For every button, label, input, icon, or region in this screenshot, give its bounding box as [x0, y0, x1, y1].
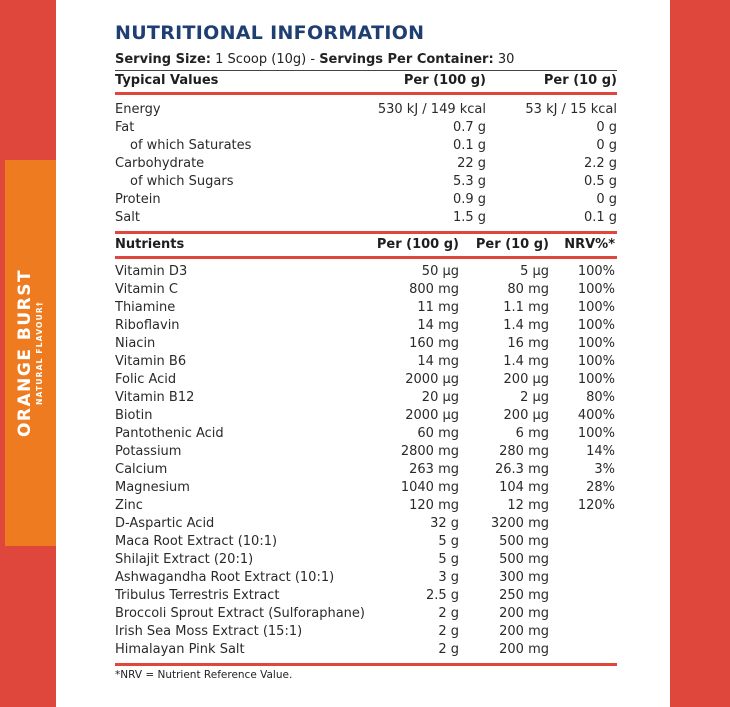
value-per-100g: 2 g [438, 624, 459, 639]
nrv-percent: 100% [577, 354, 615, 369]
nutrient-name: Himalayan Pink Salt [115, 642, 245, 657]
nutrient-name: Vitamin B12 [115, 390, 195, 405]
value-per-10g: 300 mg [499, 570, 549, 585]
nutrient-name: Shilajit Extract (20:1) [115, 552, 254, 567]
divider [115, 70, 617, 71]
value-per-100g: 5 g [438, 552, 459, 567]
value-per-100g: 800 mg [409, 282, 459, 297]
table-row [115, 497, 617, 515]
servings-value: 30 [497, 52, 515, 67]
value-per-10g: 12 mg [507, 498, 549, 513]
table-row [115, 623, 617, 641]
value-per-10g: 104 mg [499, 480, 549, 495]
value-per-100g: 2 g [438, 606, 459, 621]
divider-thick [115, 663, 617, 666]
value-per-10g: 2 µg [520, 390, 549, 405]
table-row [115, 101, 617, 119]
nutrient-name: D-Aspartic Acid [115, 516, 215, 531]
nrv-percent: 28% [586, 480, 615, 495]
table-row [115, 191, 617, 209]
value-per-100g: 5.3 g [452, 174, 486, 189]
divider-thick [115, 256, 617, 259]
value-per-100g: 0.1 g [452, 138, 486, 153]
nutrient-name: Biotin [115, 408, 153, 423]
value-per-100g: 2.5 g [425, 588, 459, 603]
nutrient-name: Vitamin D3 [115, 264, 188, 279]
value-per-100g: 160 mg [409, 336, 459, 351]
serving-size-label: Serving Size: [115, 52, 212, 67]
value-per-10g: 5 µg [520, 264, 549, 279]
table-row [115, 263, 617, 281]
value-per-10g: 2.2 g [583, 156, 617, 171]
nutrient-name: Zinc [115, 498, 143, 513]
value-per-100g: 263 mg [409, 462, 459, 477]
value-per-10g: 1.4 mg [503, 354, 549, 369]
value-per-10g: 3200 mg [490, 516, 549, 531]
table-row [115, 515, 617, 533]
table-row [115, 605, 617, 623]
table-row [115, 443, 617, 461]
table-row [115, 425, 617, 443]
nutrient-name: Thiamine [115, 300, 176, 315]
nutrient-name: Maca Root Extract (10:1) [115, 534, 278, 549]
typical-header-name: Typical Values [115, 73, 219, 88]
table-row [115, 137, 617, 155]
typical-header-per10: Per (10 g) [543, 73, 617, 88]
table-row [115, 371, 617, 389]
flavour-label [15, 269, 45, 437]
value-per-10g: 200 µg [503, 372, 549, 387]
right-color-band [670, 0, 730, 707]
nutrient-name: Carbohydrate [115, 156, 205, 171]
value-per-100g: 5 g [438, 534, 459, 549]
value-per-10g: 0 g [596, 120, 617, 135]
nutrient-name: Magnesium [115, 480, 190, 495]
value-per-10g: 1.4 mg [503, 318, 549, 333]
nutrient-name: Potassium [115, 444, 182, 459]
nutrient-name: Vitamin B6 [115, 354, 187, 369]
value-per-100g: 50 µg [421, 264, 459, 279]
table-row [115, 407, 617, 425]
value-per-10g: 500 mg [499, 552, 549, 567]
nrv-percent: 100% [577, 336, 615, 351]
value-per-100g: 20 µg [421, 390, 459, 405]
value-per-10g: 53 kJ / 15 kcal [525, 102, 617, 117]
nutrient-name: of which Sugars [130, 174, 234, 189]
value-per-10g: 26.3 mg [495, 462, 549, 477]
nrv-percent: 100% [577, 318, 615, 333]
value-per-100g: 3 g [438, 570, 459, 585]
table-row [115, 641, 617, 659]
divider-thick [115, 231, 617, 234]
nutrient-name: of which Saturates [130, 138, 252, 153]
serving-separator: - [310, 52, 316, 67]
nutrient-name: Niacin [115, 336, 156, 351]
serving-size-value: 1 Scoop (10g) [215, 52, 307, 67]
nrv-percent: 100% [577, 300, 615, 315]
value-per-100g: 0.9 g [452, 192, 486, 207]
table-row [115, 155, 617, 173]
nrv-percent: 14% [586, 444, 615, 459]
nrv-percent: 80% [586, 390, 615, 405]
value-per-100g: 60 mg [417, 426, 459, 441]
nutrient-name: Ashwagandha Root Extract (10:1) [115, 570, 335, 585]
value-per-10g: 280 mg [499, 444, 549, 459]
nutrient-name: Pantothenic Acid [115, 426, 224, 441]
value-per-10g: 6 mg [515, 426, 549, 441]
nutrients-header-per100: Per (100 g) [376, 237, 459, 252]
nutrient-name: Irish Sea Moss Extract (15:1) [115, 624, 303, 639]
nrv-percent: 100% [577, 264, 615, 279]
nutrients-header-name: Nutrients [115, 237, 185, 252]
value-per-100g: 14 mg [417, 354, 459, 369]
value-per-10g: 200 µg [503, 408, 549, 423]
value-per-10g: 16 mg [507, 336, 549, 351]
nrv-percent: 400% [577, 408, 615, 423]
typical-header-row [115, 72, 617, 90]
flavour-subtitle: NATURAL FLAVOUR† [35, 301, 44, 405]
servings-label: Servings Per Container: [319, 52, 494, 67]
table-row [115, 569, 617, 587]
value-per-10g: 0 g [596, 192, 617, 207]
value-per-100g: 1.5 g [452, 210, 486, 225]
value-per-100g: 2 g [438, 642, 459, 657]
nrv-percent: 100% [577, 372, 615, 387]
typical-header-per100: Per (100 g) [403, 73, 486, 88]
value-per-10g: 250 mg [499, 588, 549, 603]
table-row [115, 209, 617, 227]
value-per-10g: 200 mg [499, 642, 549, 657]
table-row [115, 461, 617, 479]
serving-info [115, 52, 514, 67]
panel-title: NUTRITIONAL INFORMATION [115, 22, 425, 44]
table-row [115, 533, 617, 551]
value-per-10g: 200 mg [499, 606, 549, 621]
divider-thick [115, 92, 617, 95]
table-row [115, 335, 617, 353]
nutrient-name: Salt [115, 210, 140, 225]
value-per-100g: 14 mg [417, 318, 459, 333]
nrv-percent: 3% [594, 462, 615, 477]
table-row [115, 587, 617, 605]
value-per-10g: 200 mg [499, 624, 549, 639]
table-row [115, 119, 617, 137]
nutrient-name: Broccoli Sprout Extract (Sulforaphane) [115, 606, 365, 621]
flavour-name: ORANGE BURST [15, 268, 35, 438]
nutrients-header-per10: Per (10 g) [475, 237, 549, 252]
nutrient-name: Fat [115, 120, 135, 135]
value-per-100g: 530 kJ / 149 kcal [377, 102, 486, 117]
table-row [115, 479, 617, 497]
value-per-10g: 0.5 g [583, 174, 617, 189]
nutrient-name: Vitamin C [115, 282, 179, 297]
table-row [115, 173, 617, 191]
table-row [115, 281, 617, 299]
nutrient-name: Folic Acid [115, 372, 177, 387]
value-per-100g: 11 mg [417, 300, 459, 315]
value-per-100g: 2800 mg [400, 444, 459, 459]
nutrient-name: Tribulus Terrestris Extract [115, 588, 280, 603]
value-per-100g: 32 g [430, 516, 459, 531]
table-row [115, 299, 617, 317]
value-per-100g: 1040 mg [400, 480, 459, 495]
nrv-percent: 120% [577, 498, 615, 513]
nutrients-header-nrv: NRV%* [564, 237, 615, 252]
nutrients-header-row [115, 236, 617, 254]
nrv-percent: 100% [577, 282, 615, 297]
table-row [115, 317, 617, 335]
table-row [115, 353, 617, 371]
nutrient-name: Energy [115, 102, 161, 117]
nutrient-name: Calcium [115, 462, 168, 477]
nutrient-name: Protein [115, 192, 161, 207]
value-per-100g: 2000 µg [405, 408, 459, 423]
footnote: *NRV = Nutrient Reference Value. [115, 669, 293, 681]
value-per-10g: 1.1 mg [503, 300, 549, 315]
value-per-100g: 22 g [457, 156, 486, 171]
table-row [115, 389, 617, 407]
value-per-10g: 0.1 g [583, 210, 617, 225]
table-row [115, 551, 617, 569]
value-per-100g: 120 mg [409, 498, 459, 513]
value-per-10g: 0 g [596, 138, 617, 153]
value-per-10g: 80 mg [507, 282, 549, 297]
nrv-percent: 100% [577, 426, 615, 441]
nutrient-name: Riboflavin [115, 318, 180, 333]
value-per-100g: 2000 µg [405, 372, 459, 387]
value-per-10g: 500 mg [499, 534, 549, 549]
value-per-100g: 0.7 g [452, 120, 486, 135]
